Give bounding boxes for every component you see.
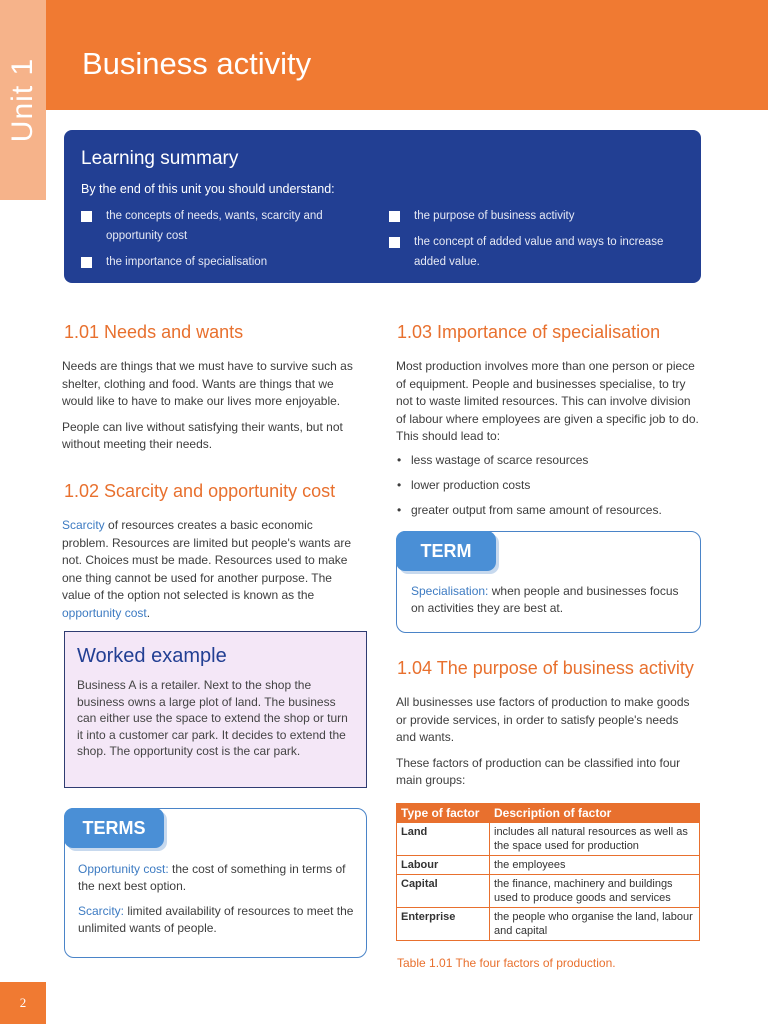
factor-type: Land xyxy=(397,823,490,856)
section-heading-1-04: 1.04 The purpose of business activity xyxy=(397,658,694,678)
paragraph-text: . xyxy=(146,605,151,620)
paragraph xyxy=(62,517,362,622)
summary-list-right xyxy=(389,206,689,278)
table-row xyxy=(397,908,700,941)
factor-description: the people who organise the land, labour and capital xyxy=(490,908,700,941)
column-header: Type of factor xyxy=(397,804,490,823)
worked-example-box xyxy=(64,631,367,788)
term-meaning: limited availability of resources to meet the unlimited wants of people. xyxy=(78,904,354,935)
unit-tab xyxy=(0,0,46,200)
specialisation-benefits-list xyxy=(397,452,697,527)
summary-item: the purpose of business activity xyxy=(389,206,689,226)
unit-label: Unit 1 xyxy=(6,57,39,143)
table-row xyxy=(397,856,700,875)
page-number: 2 xyxy=(0,982,46,1024)
list-item: • greater output from same amount of resources. xyxy=(397,502,697,519)
paragraph: All businesses use factors of production to make goods or provide services, in order to satisfy people's needs and wants. xyxy=(396,695,690,744)
terms-definitions xyxy=(78,861,358,945)
section-heading-1-01: 1.01 Needs and wants xyxy=(64,322,244,342)
term-meaning: the cost of something in terms of the next best option. xyxy=(78,862,346,893)
paragraph: Needs are things that we must have to survive such as shelter, clothing and food. Wants are things that we would like to have to make our lives more enjoyable. xyxy=(62,359,353,408)
paragraph: Most production involves more than one person or piece of equipment. People and businesses specialise, to try not to waste limited resources. This can involve division of labour where employees are given a specific job to do. This should lead to: xyxy=(396,359,699,443)
table-row xyxy=(397,875,700,908)
worked-example-title: Worked example xyxy=(77,645,227,667)
page-title: Business activity xyxy=(82,46,312,81)
paragraph: These factors of production can be classified into four main groups: xyxy=(396,755,681,787)
term-definition-block xyxy=(411,583,693,625)
term-word: Opportunity cost: xyxy=(78,862,169,876)
factor-description: the employees xyxy=(490,856,700,875)
table-row xyxy=(397,823,700,856)
opportunity-cost-link[interactable]: opportunity cost xyxy=(62,605,147,620)
factor-type: Enterprise xyxy=(397,908,490,941)
list-item: • lower production costs xyxy=(397,477,697,494)
summary-item: the concept of added value and ways to increase added value. xyxy=(389,232,689,272)
summary-list-left xyxy=(81,206,371,278)
table-header-row xyxy=(397,804,700,823)
summary-item: the concepts of needs, wants, scarcity and opportunity cost xyxy=(81,206,371,246)
worked-example-text: Business A is a retailer. Next to the shop the business owns a large plot of land. The business can either use the space to extend the shop or turn it into a customer car park. It decides to extend the shop. The opportunity cost is the car park. xyxy=(77,678,348,758)
section-body-1-04 xyxy=(396,694,700,798)
term-definition xyxy=(78,903,358,937)
table-caption: Table 1.01 The four factors of production. xyxy=(397,956,616,970)
learning-summary-box xyxy=(64,130,701,283)
section-body-1-01 xyxy=(62,358,362,462)
factor-description: the finance, machinery and buildings used to produce goods and services xyxy=(490,875,700,908)
factor-type: Capital xyxy=(397,875,490,908)
term-meaning: when people and businesses focus on activities they are best at. xyxy=(411,584,679,615)
summary-item: the importance of specialisation xyxy=(81,252,371,272)
paragraph: People can live without satisfying their wants, but not without meeting their needs. xyxy=(62,419,343,451)
section-body-1-03 xyxy=(396,358,700,454)
factors-table xyxy=(396,803,700,941)
page-header xyxy=(46,0,768,110)
section-body-1-02 xyxy=(62,517,362,630)
factor-description: includes all natural resources as well as the space used for production xyxy=(490,823,700,856)
section-heading-1-03: 1.03 Importance of specialisation xyxy=(397,322,661,342)
column-header: Description of factor xyxy=(490,804,700,823)
summary-title: Learning summary xyxy=(81,148,239,169)
factor-type: Labour xyxy=(397,856,490,875)
term-badge: TERM xyxy=(396,531,496,571)
list-item: • less wastage of scarce resources xyxy=(397,452,697,469)
scarcity-link[interactable]: Scarcity xyxy=(62,518,105,532)
term-word: Scarcity: xyxy=(78,904,125,918)
paragraph-text: of resources creates a basic economic problem. Resources are limited but people's wants are not. Choices must be made. Resources used to make one thing cannot be used for another purpose. The value of the option not selected is known as the xyxy=(62,518,352,602)
terms-badge: TERMS xyxy=(64,808,164,848)
term-word: Specialisation: xyxy=(411,584,489,598)
term-definition xyxy=(78,861,358,895)
summary-intro: By the end of this unit you should understand: xyxy=(81,182,335,196)
term-definition xyxy=(411,583,693,617)
section-heading-1-02: 1.02 Scarcity and opportunity cost xyxy=(64,481,336,501)
